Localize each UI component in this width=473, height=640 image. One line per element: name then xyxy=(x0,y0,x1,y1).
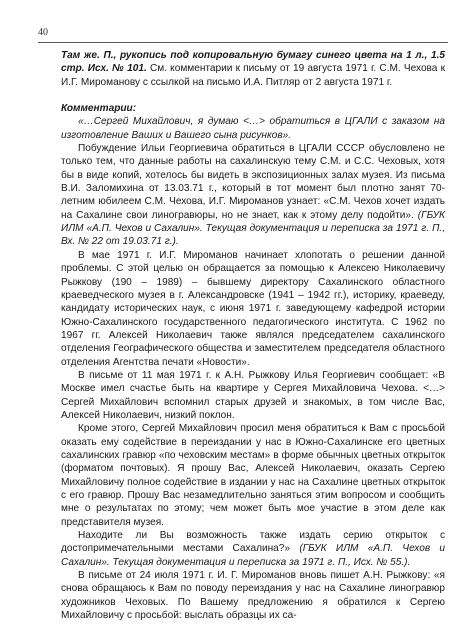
paragraph-source-note xyxy=(61,49,445,89)
may-1971-text: В мае 1971 г. И.Г. Мироманов начинает хлопотать о решении данной проблемы. С этой целью он обращается за помощью к Алексею Николаевичу Рыжкову (190 – 1989) – бывшему директору Сахалинского областного краеведческого музея в г. Александровске (1941 – 1942 гг.), историку, краеведу, кандидату исторических наук, с июня 1971 г. заведующему кафедрой истории Южно-Сахалинского государственного педагогического института. С 1962 по 1967 гг. Алексей Николаевич также являлся председателем сахалинского отделения Географического общества и заместителем председателя областного отделения Агентства печати «Новости». xyxy=(61,249,445,368)
comments-heading-text: Комментарии: xyxy=(61,103,137,115)
paragraph-may-1971 xyxy=(61,249,445,369)
header-rule xyxy=(38,42,448,43)
postcards-citation: (ГБУК ИЛМ «А.П. Чехов и Сахалин». Текущая документация и переписка за 1971 г. П., Исх. № 55.). xyxy=(61,543,446,568)
motivation-text: Побуждение Ильи Георгиевича обратиться в ЦГАЛИ СССР обусловлено не только тем, что данные работы на сахалинскую тему С.М. и С.С. Чеховых, хотя бы в виде копий, хотелось бы видеть в экспозиционных залах музея. Из письма В.И. Заломихина от 13.03.71 г., который в тот момент был плотно занят 70-летним юбилеем С.М. Чехова, И.Г. Мироманов узнает: «С.М. Чехов хочет издать на Сахалине свои линогравюры, но не знает, как к этому делу подойти». xyxy=(61,143,445,221)
source-note-text: См. комментарии к письму от 19 августа 1971 г. С.М. Чехова к И.Г. Мироманову с ссылкой на письмо И.А. Питляр от 2 августа 1971 г. xyxy=(61,63,446,88)
paragraph-quote xyxy=(61,115,445,142)
quote-text: «…Сергей Михайлович, я думаю <…> обратиться в ЦГАЛИ с заказом на изготовление Ваших и Вашего сына рисунков». xyxy=(61,116,445,141)
document-body xyxy=(61,49,445,622)
request-text: Кроме этого, Сергей Михайлович просил меня обратиться к Вам с просьбой оказать ему содействие в переиздании у нас в Южно-Сахалинске его цветных сахалинских гравюр «по чеховским местам» в форме обычных цветных открыток (форматом почтовых). Я прошу Вас, Алексей Николаевич, оказать Сергею Михайловичу полное содействие в издании у нас на Сахалине цветных открыток с его гравюр. Прошу Вас незамедлительно заняться этим вопросом и сообщить мне о результатах по этому; чем может быть мое участие в этом деле как представителя музея. xyxy=(61,423,445,528)
paragraph-postcards xyxy=(61,529,445,569)
motivation-citation: (ГБУК ИЛМ «А.П. Чехов и Сахалин». Текущая документация и переписка за 1971 г. П., Вх. № 22 от 19.03.71 г.). xyxy=(61,209,445,248)
postcards-text: Находите ли Вы возможность также издать серию открыток с достопримечательными местами Сахалина?» xyxy=(61,530,445,555)
page-number: 40 xyxy=(38,27,48,38)
letter-11-may-text: В письме от 11 мая 1971 г. к А.Н. Рыжкову Илья Георгиевич сообщает: «В Москве имел счастье быть на квартире у Сергея Михайловича Чехова. <…> Сергей Михайлович вспомнил старых друзей и знакомых, в том числе Вас, Алексей Николаевич, низкий поклон. xyxy=(61,369,445,421)
paragraph-letter-11-may xyxy=(61,369,445,422)
comments-heading xyxy=(61,102,445,115)
paragraph-motivation xyxy=(61,142,445,249)
source-citation: Там же. П., рукопись под копировальную бумагу синего цвета на 1 л., 1.5 стр. Исх. № 101. xyxy=(61,50,445,75)
paragraph-letter-24-july xyxy=(61,569,445,622)
paragraph-request xyxy=(61,422,445,529)
letter-24-july-text: В письме от 24 июля 1971 г. И. Г. Мироманов вновь пишет А.Н. Рыжкову: «я снова обращаюсь к Вам по поводу переиздания у нас на Сахалине линогравюр художников Чеховых. По Вашему предложению я обратился к Сергею Михайловичу с просьбой: выслать образцы их са- xyxy=(61,570,445,622)
